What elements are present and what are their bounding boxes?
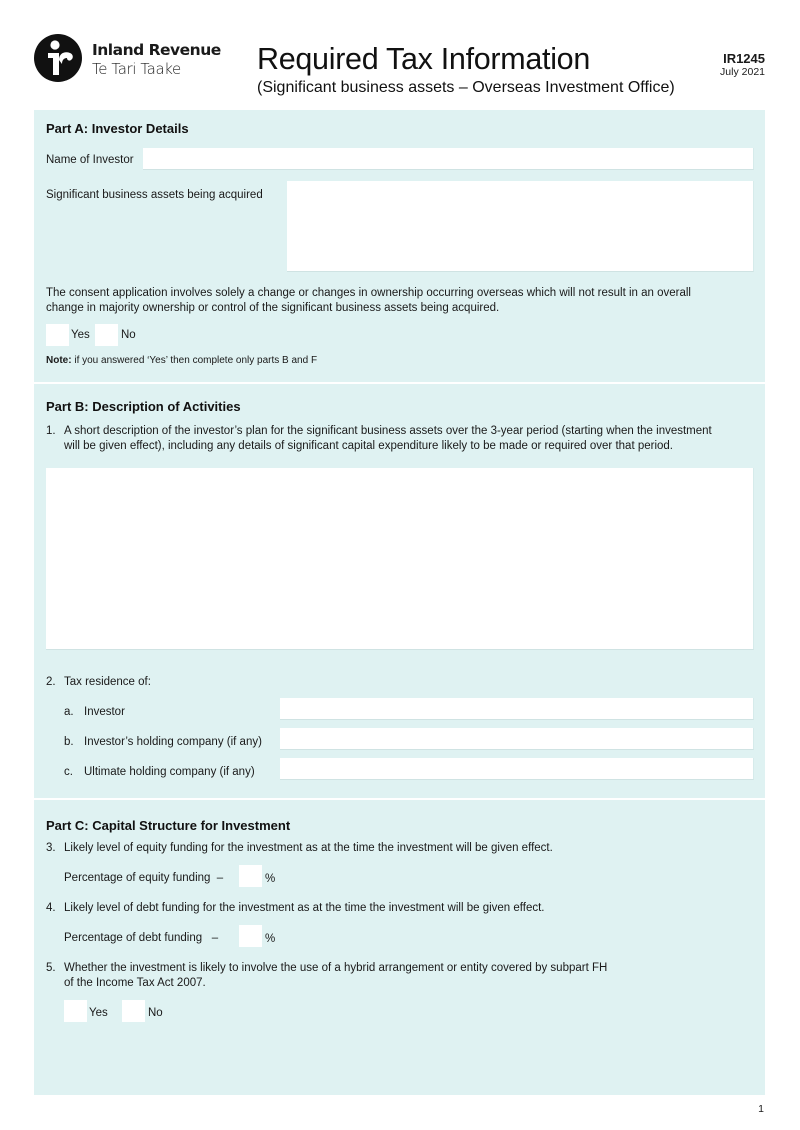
investor-name-field[interactable] (143, 148, 754, 170)
q1-text-line-2: will be given effect), including any details of significant capital expenditure likely to be made or required over that period. (64, 440, 673, 452)
part-b-panel (34, 384, 765, 798)
hybrid-no-checkbox[interactable] (122, 1000, 145, 1022)
q5-text-line-1: Whether the investment is likely to involve the use of a hybrid arrangement or entity covered by subpart FH (64, 962, 608, 974)
tax-residence-holding-company-field[interactable] (280, 728, 754, 750)
page-title: Required Tax Information (257, 42, 591, 76)
activities-description-field[interactable] (46, 468, 754, 650)
assets-acquired-field[interactable] (287, 181, 754, 272)
q5-number: 5. (46, 962, 56, 974)
page-subtitle: (Significant business assets – Overseas Investment Office) (257, 79, 675, 96)
tax-residence-investor-field[interactable] (280, 698, 754, 720)
assets-acquired-label: Significant business assets being acquired (46, 189, 263, 201)
consent-no-checkbox[interactable] (95, 324, 118, 346)
part-c-panel (34, 800, 765, 1095)
consent-yes-checkbox[interactable] (46, 324, 69, 346)
q4-number: 4. (46, 902, 56, 914)
tax-residence-ultimate-holding-field[interactable] (280, 758, 754, 780)
form-date: July 2021 (720, 66, 765, 78)
part-a-heading: Part A: Investor Details (46, 121, 189, 136)
q5-text-line-2: of the Income Tax Act 2007. (64, 977, 206, 989)
equity-percentage-field[interactable] (239, 865, 262, 887)
logo-line-maori: Te Tari Taake (92, 59, 181, 78)
ir-logo-icon (34, 34, 82, 82)
q2b-label: Investor’s holding company (if any) (84, 736, 262, 748)
hybrid-no-label: No (148, 1007, 163, 1019)
note-bold: Note: (46, 355, 72, 366)
consent-text-line-2: change in majority ownership or control of the significant business assets being acquired. (46, 302, 500, 314)
q4-text: Likely level of debt funding for the investment as at the time the investment will be given effect. (64, 902, 545, 914)
consent-no-label: No (121, 329, 136, 341)
q2c-label: Ultimate holding company (if any) (84, 766, 255, 778)
part-c-heading: Part C: Capital Structure for Investment (46, 818, 291, 833)
part-a-note (46, 353, 317, 369)
q3-text: Likely level of equity funding for the investment as at the time the investment will be given effect. (64, 842, 553, 854)
form-code: IR1245 (723, 51, 765, 66)
q3-number: 3. (46, 842, 56, 854)
part-b-heading: Part B: Description of Activities (46, 399, 241, 414)
consent-text-line-1: The consent application involves solely a change or changes in ownership occurring overseas which will not result in an overall (46, 287, 691, 299)
logo-text (92, 43, 221, 77)
q2b-letter: b. (64, 736, 74, 748)
page-number: 1 (758, 1103, 764, 1115)
consent-yes-label: Yes (71, 329, 90, 341)
q1-text-line-1: A short description of the investor’s plan for the significant business assets over the 3-year period (starting when the investment (64, 425, 712, 437)
q2c-letter: c. (64, 766, 73, 778)
equity-percentage-label: Percentage of equity funding – (64, 872, 224, 884)
equity-percent-sign: % (265, 873, 276, 885)
q2a-label: Investor (84, 706, 125, 718)
debt-percentage-field[interactable] (239, 925, 262, 947)
investor-name-label: Name of Investor (46, 154, 134, 166)
q2a-letter: a. (64, 706, 74, 718)
note-text: if you answered ‘Yes’ then complete only parts B and F (71, 355, 318, 366)
q2-number: 2. (46, 676, 56, 688)
q1-number: 1. (46, 425, 56, 437)
hybrid-yes-label: Yes (89, 1007, 108, 1019)
logo-line-english: Inland Revenue (92, 41, 221, 59)
debt-percentage-label: Percentage of debt funding – (64, 932, 219, 944)
part-a-panel (34, 110, 765, 382)
q2-text: Tax residence of: (64, 676, 151, 688)
hybrid-yes-checkbox[interactable] (64, 1000, 87, 1022)
debt-percent-sign: % (265, 933, 276, 945)
